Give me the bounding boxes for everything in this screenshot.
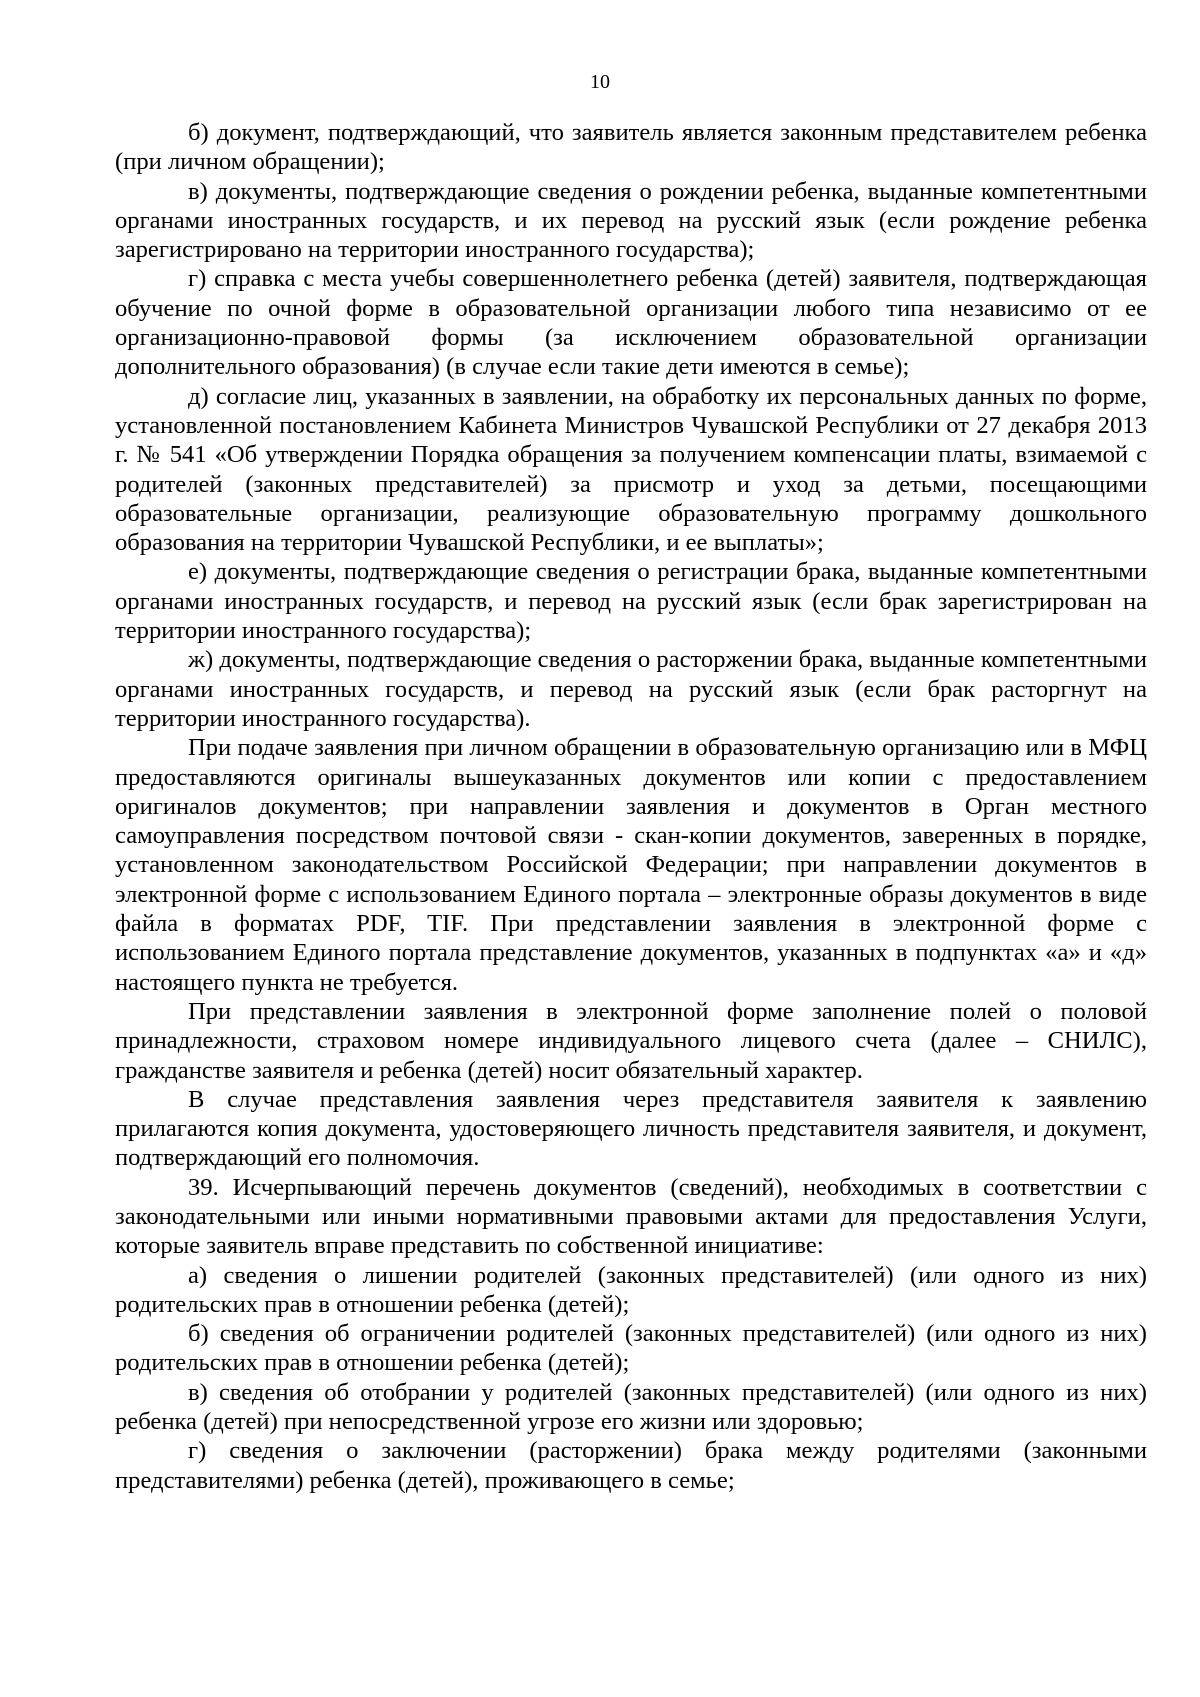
paragraph-39-document-list: 39. Исчерпывающий перечень документов (сведений), необходимых в соответствии с законодательными или иными нормативными правовыми актами для предоставления Услуги, которые заявитель вправе представить по собственной инициативе: [115, 1173, 1147, 1260]
paragraph-g-marriage-info: г) сведения о заключении (расторжении) брака между родителями (законными представителями) ребенка (детей), проживающего в семье; [115, 1437, 1147, 1494]
paragraph-b-guardian-proof: б) документ, подтверждающий, что заявитель является законным представителем ребенка (при личном обращении); [115, 119, 1147, 176]
paragraph-representative-documents: В случае представления заявления через представителя заявителя к заявлению прилагаются копия документа, удостоверяющего личность представителя заявителя, и документ, подтверждающий его полномочия. [115, 1085, 1147, 1172]
page-number: 10 [590, 71, 610, 93]
paragraph-v-removal-child: в) сведения об отобрании у родителей (законных представителей) (или одного из них) ребенка (детей) при непосредственной угрозе его жизни или здоровью; [115, 1378, 1147, 1436]
paragraph-zh-marriage-dissolution: ж) документы, подтверждающие сведения о расторжении брака, выданные компетентными органами иностранных государств, и перевод на русский язык (если брак расторгнут на территории иностранного государства). [115, 646, 1147, 732]
document-body [115, 118, 1147, 1495]
paragraph-submission-rules: При подаче заявления при личном обращении в образовательную организацию или в МФЦ предоставляются оригиналы вышеуказанных документов или копии с предоставлением оригиналов документов; при направлении заявления и документов в Орган местного самоуправления посредством почтовой связи - скан-копии документов, заверенных в порядке, установленном законодательством Российской Федерации; при направлении документов в электронной форме с использованием Единого портала – электронные образы документов в виде файла в форматах PDF, TIF. При представлении заявления в электронной форме с использованием Единого портала представление документов, указанных в подпунктах «а» и «д» настоящего пункта не требуется. [115, 734, 1147, 996]
paragraph-b-restriction-rights: б) сведения об ограничении родителей (законных представителей) (или одного из них) родительских прав в отношении ребенка (детей); [115, 1320, 1147, 1377]
paragraph-a-deprivation-rights: а) сведения о лишении родителей (законных представителей) (или одного из них) родительских прав в отношении ребенка (детей); [115, 1261, 1147, 1318]
paragraph-d-personal-data-consent: д) согласие лиц, указанных в заявлении, на обработку их персональных данных по форме, установленной постановлением Кабинета Министров Чувашской Республики от 27 декабря 2013 г. № 541 «Об утверждении Порядка обращения за получением компенсации платы, взимаемой с родителей (законных представителей) за присмотр и уход за детьми, посещающими образовательные организации, реализующие образовательную программу дошкольного образования на территории Чувашской Республики, и ее выплаты»; [115, 382, 1147, 557]
paragraph-electronic-form-fields: При представлении заявления в электронной форме заполнение полей о половой принадлежности, страховом номере индивидуального лицевого счета (далее – СНИЛС), гражданстве заявителя и ребенка (детей) носит обязательный характер. [115, 997, 1147, 1084]
paragraph-g-study-certificate: г) справка с места учебы совершеннолетнего ребенка (детей) заявителя, подтверждающая обучение по очной форме в образовательной организации любого типа независимо от ее организационно-правовой формы (за исключением образовательной организации дополнительного образования) (в случае если такие дети имеются в семье); [115, 265, 1147, 381]
paragraph-v-birth-documents: в) документы, подтверждающие сведения о рождении ребенка, выданные компетентными органами иностранных государств, и их перевод на русский язык (если рождение ребенка зарегистрировано на территории иностранного государства); [115, 177, 1147, 264]
paragraph-e-marriage-registration: е) документы, подтверждающие сведения о регистрации брака, выданные компетентными органами иностранных государств, и перевод на русский язык (если брак зарегистрирован на территории иностранного государства); [115, 558, 1147, 645]
